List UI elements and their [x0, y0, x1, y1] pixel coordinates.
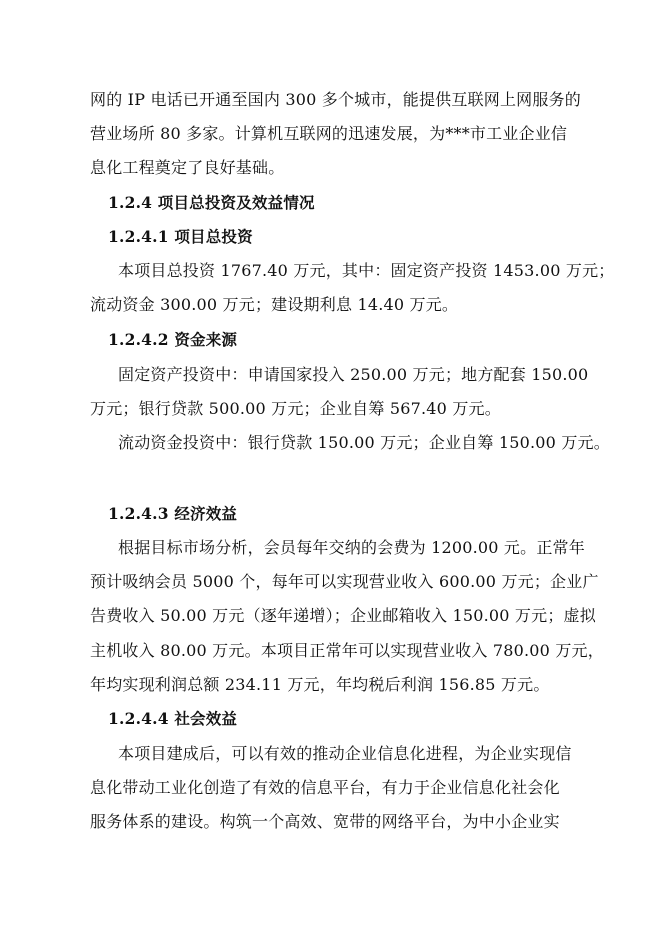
section-heading-1-2-4-4: 1.2.4.4 社会效益	[108, 709, 238, 728]
paragraph-line: 根据目标市场分析，会员每年交纳的会费为 1200.00 元。正常年	[118, 538, 585, 557]
paragraph-line: 主机收入 80.00 万元。本项目正常年可以实现营业收入 780.00 万元，	[90, 641, 604, 660]
paragraph-line: 预计吸纳会员 5000 个，每年可以实现营业收入 600.00 万元；企业广	[90, 572, 599, 591]
section-heading-1-2-4: 1.2.4 项目总投资及效益情况	[108, 193, 315, 212]
paragraph-line: 息化工程奠定了良好基础。	[90, 158, 285, 177]
section-heading-1-2-4-2: 1.2.4.2 资金来源	[108, 330, 238, 349]
paragraph-line: 流动资金 300.00 万元；建设期利息 14.40 万元。	[90, 295, 459, 314]
paragraph-line: 告费收入 50.00 万元（逐年递增）；企业邮箱收入 150.00 万元；虚拟	[90, 606, 596, 625]
paragraph-line: 本项目建成后，可以有效的推动企业信息化进程，为企业实现信	[118, 744, 572, 763]
paragraph-line: 网的 IP 电话已开通至国内 300 多个城市，能提供互联网上网服务的	[90, 90, 581, 109]
paragraph-line: 服务体系的建设。构筑一个高效、宽带的网络平台，为中小企业实	[90, 812, 560, 831]
paragraph-line: 万元；银行贷款 500.00 万元；企业自筹 567.40 万元。	[90, 399, 501, 418]
paragraph-line: 固定资产投资中：申请国家投入 250.00 万元；地方配套 150.00	[118, 365, 589, 384]
section-heading-1-2-4-1: 1.2.4.1 项目总投资	[108, 227, 253, 246]
paragraph-line: 息化带动工业化创造了有效的信息平台，有力于企业信息化社会化	[90, 778, 560, 797]
paragraph-line: 流动资金投资中：银行贷款 150.00 万元；企业自筹 150.00 万元。	[118, 433, 610, 452]
paragraph-line: 营业场所 80 多家。计算机互联网的迅速发展，为***市工业企业信	[90, 124, 568, 143]
paragraph-line: 本项目总投资 1767.40 万元，其中：固定资产投资 1453.00 万元；	[118, 261, 615, 280]
section-heading-1-2-4-3: 1.2.4.3 经济效益	[108, 504, 238, 523]
paragraph-line: 年均实现利润总额 234.11 万元，年均税后利润 156.85 万元。	[90, 675, 550, 694]
